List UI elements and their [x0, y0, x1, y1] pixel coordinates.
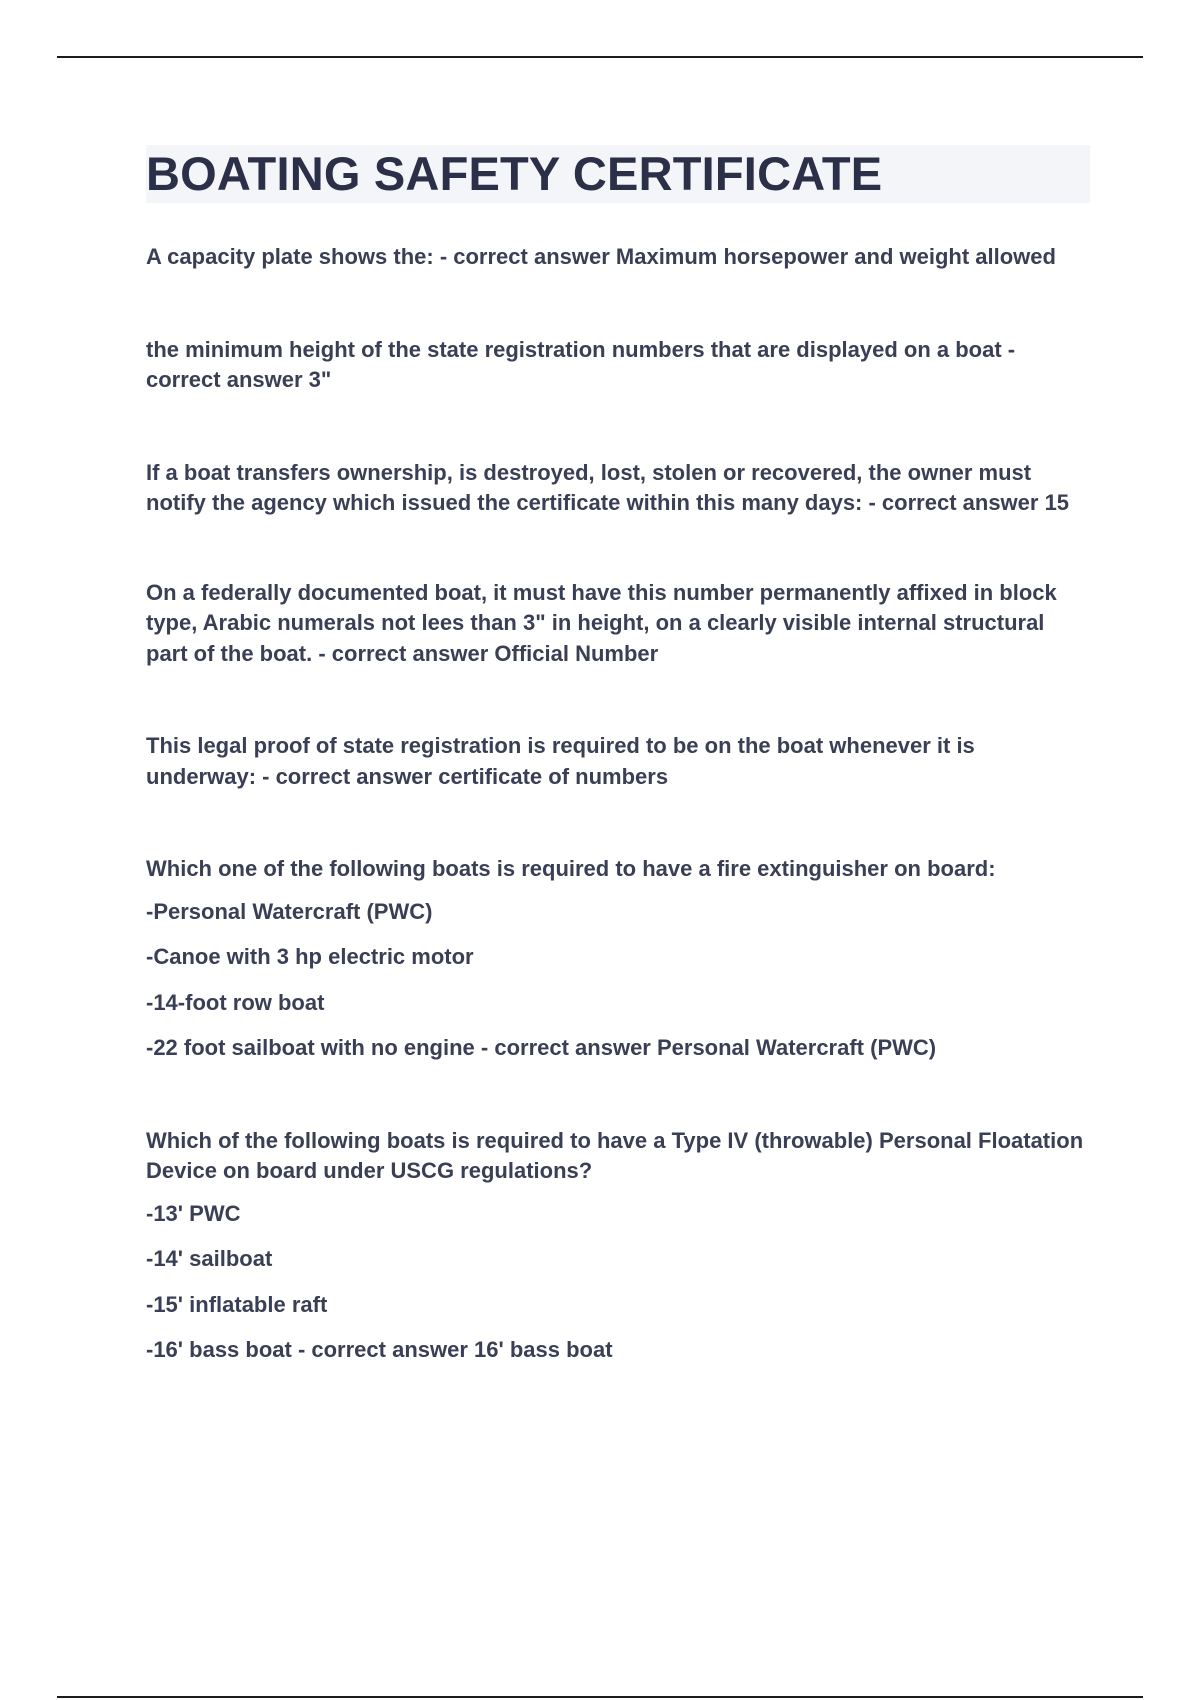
answer-option: -Canoe with 3 hp electric motor	[146, 944, 474, 969]
answer-option: -14' sailboat	[146, 1246, 273, 1271]
question-text: This legal proof of state registration is required to be on the boat whenever it is underway: - correct answer certificate of numbers	[146, 733, 975, 789]
question-text: Which of the following boats is required to have a Type IV (throwable) Personal Floatation Device on board under USCG regulations?	[146, 1127, 1084, 1183]
document-title: BOATING SAFETY CERTIFICATE	[146, 145, 1090, 203]
answer-option: -15' inflatable raft	[146, 1291, 328, 1317]
question-item	[146, 578, 1090, 670]
question-text: A capacity plate shows the: - correct answer Maximum horsepower and weight allowed	[146, 244, 1056, 269]
question-item	[146, 458, 1090, 519]
answer-option: -22 foot sailboat with no engine - correct answer Personal Watercraft (PWC)	[146, 1035, 937, 1060]
question-text: the minimum height of the state registration numbers that are displayed on a boat - correct answer 3"	[146, 336, 1016, 392]
question-item	[146, 1126, 1090, 1366]
answer-option: -13' PWC	[146, 1200, 241, 1226]
question-text: If a boat transfers ownership, is destroyed, lost, stolen or recovered, the owner must notify the agency which issued the certificate within this many days: - correct answer 15	[146, 459, 1070, 515]
question-item	[146, 335, 1090, 396]
header-rule	[57, 56, 1143, 58]
question-text: On a federally documented boat, it must have this number permanently affixed in block type, Arabic numerals not lees than 3" in height, on a clearly visible internal structural part of the boat. - correct answer Official Number	[146, 579, 1057, 666]
question-text: Which one of the following boats is required to have a fire extinguisher on board:	[146, 856, 996, 881]
answer-option: -16' bass boat - correct answer 16' bass boat	[146, 1337, 613, 1362]
answer-option: -14-foot row boat	[146, 989, 325, 1015]
question-list	[146, 242, 1090, 1366]
question-item	[146, 242, 1090, 273]
question-item	[146, 854, 1090, 1064]
footer-rule	[57, 1696, 1143, 1698]
document-body	[146, 145, 1090, 1366]
answer-option: -Personal Watercraft (PWC)	[146, 898, 433, 924]
question-item	[146, 731, 1090, 792]
